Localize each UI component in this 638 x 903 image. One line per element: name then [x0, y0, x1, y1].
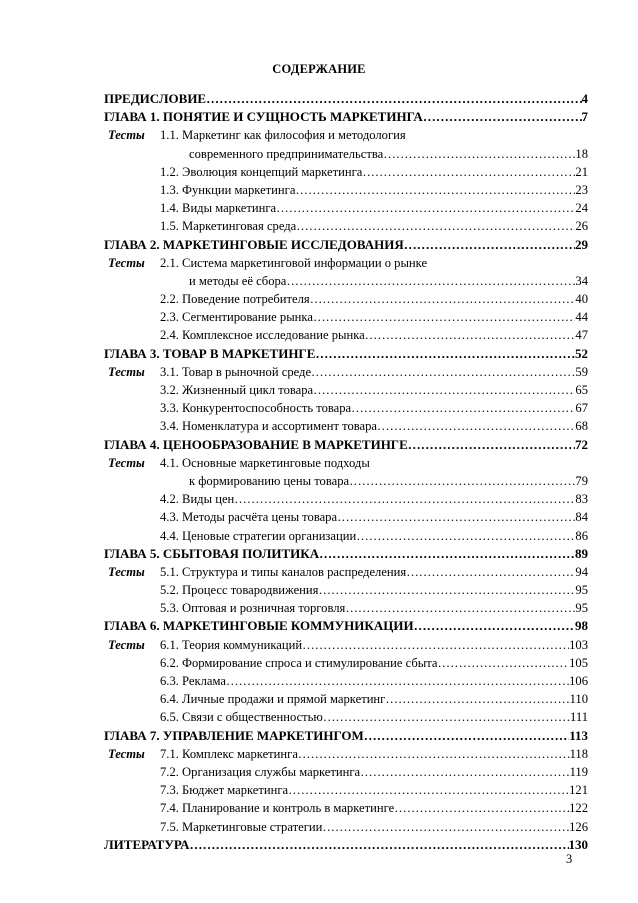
toc-page-number: 95	[575, 601, 588, 616]
toc-page-number: 122	[569, 801, 588, 816]
toc-entry-title: Жизненный цикл товара	[182, 383, 314, 397]
toc-page-number: 89	[575, 545, 588, 561]
toc-chapter-row	[104, 345, 588, 363]
toc-entry-line	[104, 836, 588, 854]
toc-entry-title: Комплексное исследование рынка	[182, 328, 365, 343]
toc-page-number: 110	[569, 692, 588, 707]
section-number: 1.1.	[160, 128, 179, 143]
toc-page-number: 67	[575, 401, 588, 416]
toc-item-row	[104, 636, 588, 654]
section-number: 5.3.	[160, 601, 179, 616]
dot-leader	[288, 781, 569, 799]
toc-entry-line	[104, 108, 588, 126]
toc-page-number: 95	[575, 583, 588, 598]
dot-leader	[383, 145, 575, 163]
toc-page-number: 29	[575, 236, 588, 252]
dot-leader	[406, 563, 575, 581]
section-number: 1.2.	[160, 164, 179, 179]
toc-item-row	[104, 308, 588, 326]
toc-entry-title: к формированию цены товара	[189, 473, 350, 488]
toc-entry-title: Товар в рыночной среде	[182, 364, 312, 379]
toc-item-row	[104, 527, 588, 545]
toc-page-number: 83	[575, 492, 588, 507]
dot-leader	[377, 417, 575, 435]
dot-leader	[385, 690, 569, 708]
toc-entry-title: ПРЕДИСЛОВИЕ	[104, 91, 207, 106]
dot-leader	[360, 763, 569, 781]
toc-entry-title: Реклама	[182, 674, 226, 688]
toc-item-row	[104, 181, 588, 199]
toc-entry-line	[104, 436, 588, 454]
toc-entry-title: Поведение потребителя	[182, 292, 310, 307]
toc-item-row	[104, 690, 588, 708]
toc-page-number: 79	[575, 473, 588, 488]
toc-page-number: 18	[575, 146, 588, 161]
toc-page-number: 4	[581, 91, 588, 106]
dot-leader	[315, 345, 575, 363]
toc-page-number: 130	[568, 836, 588, 852]
dot-leader	[394, 799, 569, 817]
dot-leader	[365, 326, 576, 344]
toc-page-number: 26	[575, 219, 588, 234]
toc-entry-line	[104, 345, 588, 363]
toc-entry-title: Виды цен	[182, 492, 235, 507]
section-number: 2.4.	[160, 328, 179, 343]
toc-page-number: 118	[569, 746, 588, 761]
dot-leader	[408, 436, 575, 454]
toc-page-number: 59	[575, 364, 588, 379]
toc-entry-title: Планирование и контроль в маркетинге	[182, 801, 395, 816]
toc-entry-title: Теория коммуникаций	[182, 637, 303, 652]
toc-entry-title: ГЛАВА 5. СБЫТОВАЯ ПОЛИТИКА	[104, 545, 320, 561]
toc-entry-line	[160, 308, 588, 326]
toc-page-number: 24	[575, 201, 588, 216]
toc-item-row	[104, 508, 588, 526]
toc-chapter-row	[104, 545, 588, 563]
toc-entry-line	[160, 781, 588, 799]
toc-entry-line	[160, 490, 588, 508]
toc-item-row	[104, 290, 588, 308]
tests-label: Тесты	[108, 128, 145, 143]
toc-entry-title: Функции маркетинга	[182, 182, 296, 197]
toc-entry-title: Ценовые стратегии организации	[182, 528, 357, 543]
toc-page-number: 86	[575, 528, 588, 543]
tests-label: Тесты	[108, 746, 145, 761]
section-number: 6.3.	[160, 674, 179, 688]
dot-leader	[414, 617, 575, 635]
toc-entry-line	[160, 527, 588, 545]
toc-page-number: 98	[575, 618, 588, 634]
dot-leader	[423, 108, 582, 126]
toc-page-number: 23	[575, 182, 588, 197]
page-title: СОДЕРЖАНИЕ	[272, 62, 366, 76]
toc-entry-title: ГЛАВА 4. ЦЕНООБРАЗОВАНИЕ В МАРКЕТИНГЕ	[104, 436, 408, 452]
section-number: 6.2.	[160, 655, 179, 670]
toc-item-row	[104, 745, 588, 763]
toc-chapter-row	[104, 108, 588, 126]
dot-leader	[206, 90, 581, 108]
section-number: 2.1.	[160, 255, 179, 270]
section-number: 3.1.	[160, 364, 179, 379]
toc-entry-line	[160, 763, 588, 781]
toc-page-number: 65	[575, 383, 588, 397]
toc-page-number: 121	[569, 783, 588, 798]
toc-entry-title: ГЛАВА 2. МАРКЕТИНГОВЫЕ ИССЛЕДОВАНИЯ	[104, 236, 404, 252]
toc-entry-line	[160, 508, 588, 526]
toc-entry-line	[104, 545, 588, 563]
dot-leader	[313, 308, 575, 326]
tests-label: Тесты	[108, 255, 145, 270]
section-number: 4.2.	[160, 492, 179, 507]
toc-page-number: 111	[570, 710, 588, 725]
dot-leader	[319, 545, 575, 563]
toc-entry-line	[160, 363, 588, 381]
section-number: 1.5.	[160, 219, 179, 234]
toc-item-row	[104, 599, 588, 617]
toc-entry-line	[189, 145, 588, 163]
toc-page-number: 126	[569, 819, 588, 834]
section-number: 4.1.	[160, 455, 179, 470]
toc-entry-title: Процесс товародвижения	[182, 583, 319, 598]
toc-page-number: 105	[569, 655, 588, 670]
toc-item-row	[104, 654, 588, 672]
toc-entry-title: Маркетинговые стратегии	[182, 819, 323, 834]
toc-entry-line	[160, 399, 588, 417]
toc-entry-line	[160, 654, 588, 672]
toc-entry-title: ГЛАВА 3. ТОВАР В МАРКЕТИНГЕ	[104, 345, 316, 361]
dot-leader	[404, 236, 575, 254]
toc-item-row	[104, 581, 588, 599]
dot-leader	[318, 581, 575, 599]
dot-leader	[298, 745, 570, 763]
toc-page-number: 106	[569, 674, 588, 688]
section-number: 3.2.	[160, 383, 179, 397]
toc-entry-line	[160, 745, 588, 763]
toc-item-row	[104, 145, 588, 163]
toc-entry-title: Личные продажи и прямой маркетинг	[182, 692, 386, 707]
section-number: 3.3.	[160, 401, 179, 416]
toc-entry-line	[160, 454, 588, 472]
tests-label: Тесты	[108, 364, 145, 379]
dot-leader	[226, 672, 569, 690]
toc-entry-title: Маркетинг как философия и методология	[182, 128, 406, 143]
toc-entry-line	[104, 90, 588, 108]
toc-item-row	[104, 163, 588, 181]
section-number: 6.4.	[160, 692, 179, 707]
toc-entry-title: Связи с общественностью	[182, 710, 323, 725]
toc-entry-line	[160, 563, 588, 581]
toc-entry-title: Сегментирование рынка	[182, 310, 313, 325]
toc-entry-line	[160, 636, 588, 654]
dot-leader	[313, 381, 575, 399]
toc-entry-title: Маркетинговая среда	[182, 219, 297, 234]
toc-item-row	[104, 217, 588, 235]
dot-leader	[438, 654, 570, 672]
toc-entry-line	[160, 126, 588, 144]
section-number: 7.2.	[160, 764, 179, 779]
tests-label: Тесты	[108, 637, 145, 652]
toc-chapter-row	[104, 90, 588, 108]
toc-item-row	[104, 199, 588, 217]
dot-leader	[337, 508, 575, 526]
toc-entry-line	[189, 272, 588, 290]
toc-entry-title: Методы расчёта цены товара	[182, 510, 338, 525]
toc-entry-title: Структура и типы каналов распределения	[182, 564, 407, 579]
toc-item-row	[104, 417, 588, 435]
toc-page-number: 47	[575, 328, 588, 343]
toc-item-row	[104, 454, 588, 472]
toc-entry-line	[104, 617, 588, 635]
toc-entry-title: Бюджет маркетинга	[182, 783, 289, 798]
dot-leader	[190, 836, 569, 854]
dot-leader	[295, 181, 575, 199]
section-number: 2.2.	[160, 292, 179, 307]
toc-entry-title: Формирование спроса и стимулирование сбыта	[182, 655, 438, 670]
section-number: 7.4.	[160, 801, 179, 816]
dot-leader	[356, 527, 575, 545]
section-number: 2.3.	[160, 310, 179, 325]
toc-entry-title: ГЛАВА 7. УПРАВЛЕНИЕ МАРКЕТИНГОМ	[104, 727, 364, 743]
section-number: 1.4.	[160, 201, 179, 216]
tests-label: Тесты	[108, 455, 145, 470]
toc-entry-line	[160, 199, 588, 217]
dot-leader	[322, 818, 569, 836]
toc-chapter-row	[104, 617, 588, 635]
toc-chapter-row	[104, 727, 588, 745]
dot-leader	[296, 217, 575, 235]
toc-entry-line	[160, 417, 588, 435]
toc-entry-line	[160, 326, 588, 344]
dot-leader	[323, 708, 570, 726]
toc-item-row	[104, 708, 588, 726]
toc-entry-title: ГЛАВА 1. ПОНЯТИЕ И СУЩНОСТЬ МАРКЕТИНГА	[104, 109, 423, 125]
dot-leader	[364, 727, 569, 745]
toc-entry-line	[160, 708, 588, 726]
toc-item-row	[104, 399, 588, 417]
table-of-contents	[104, 90, 588, 854]
toc-entry-line	[160, 254, 588, 272]
toc-entry-title: и методы её сбора	[189, 273, 287, 288]
toc-item-row	[104, 672, 588, 690]
section-number: 7.5.	[160, 819, 179, 834]
section-number: 6.5.	[160, 710, 179, 725]
toc-entry-line	[189, 472, 588, 490]
toc-entry-title: Конкурентоспособность товара	[182, 401, 352, 416]
toc-entry-title: Система маркетинговой информации о рынке	[182, 255, 428, 270]
toc-entry-title: Комплекс маркетинга	[182, 746, 298, 761]
toc-item-row	[104, 381, 588, 399]
toc-page-number: 44	[575, 310, 588, 325]
toc-entry-line	[104, 727, 588, 745]
toc-entry-line	[160, 672, 588, 690]
toc-entry-line	[160, 599, 588, 617]
toc-item-row	[104, 254, 588, 272]
toc-page-number: 68	[575, 419, 588, 434]
toc-item-row	[104, 363, 588, 381]
toc-entry-title: ГЛАВА 6. МАРКЕТИНГОВЫЕ КОММУНИКАЦИИ	[104, 618, 414, 634]
toc-entry-title: Виды маркетинга	[182, 201, 277, 216]
toc-entry-title: Основные маркетинговые подходы	[182, 455, 370, 470]
dot-leader	[302, 636, 569, 654]
toc-chapter-row	[104, 236, 588, 254]
section-number: 5.2.	[160, 583, 179, 598]
section-number: 7.1.	[160, 746, 179, 761]
section-number: 7.3.	[160, 783, 179, 798]
toc-item-row	[104, 272, 588, 290]
toc-page-number: 84	[575, 510, 588, 525]
toc-entry-line	[160, 799, 588, 817]
section-number: 3.4.	[160, 419, 179, 434]
toc-item-row	[104, 472, 588, 490]
section-number: 4.4.	[160, 528, 179, 543]
toc-page-number: 40	[575, 292, 588, 307]
toc-chapter-row	[104, 836, 588, 854]
toc-entry-title: Организация службы маркетинга	[182, 764, 361, 779]
toc-page-number: 94	[575, 564, 588, 579]
toc-entry-line	[160, 818, 588, 836]
toc-page-number: 103	[569, 637, 588, 652]
dot-leader	[349, 472, 575, 490]
toc-item-row	[104, 563, 588, 581]
toc-entry-line	[160, 690, 588, 708]
toc-entry-title: ЛИТЕРАТУРА	[104, 836, 190, 852]
toc-entry-title: Эволюция концепций маркетинга	[182, 164, 363, 179]
section-number: 1.3.	[160, 182, 179, 197]
toc-page-number: 119	[569, 764, 588, 779]
toc-page-number: 72	[575, 436, 588, 452]
toc-item-row	[104, 763, 588, 781]
toc-page-number: 7	[581, 109, 588, 125]
toc-entry-line	[160, 290, 588, 308]
section-number: 6.1.	[160, 637, 179, 652]
toc-item-row	[104, 781, 588, 799]
dot-leader	[311, 363, 575, 381]
toc-entry-line	[160, 181, 588, 199]
dot-leader	[362, 163, 575, 181]
dot-leader	[345, 599, 575, 617]
toc-item-row	[104, 326, 588, 344]
section-number: 5.1.	[160, 564, 179, 579]
page-number: 3	[566, 852, 573, 866]
section-number: 4.3.	[160, 510, 179, 525]
toc-page-number: 113	[569, 727, 588, 743]
toc-entry-line	[160, 217, 588, 235]
dot-leader	[276, 199, 575, 217]
toc-entry-title: современного предпринимательства	[189, 146, 384, 161]
toc-entry-line	[160, 581, 588, 599]
toc-entry-title: Номенклатура и ассортимент товара	[182, 419, 378, 434]
dot-leader	[234, 490, 575, 508]
toc-item-row	[104, 126, 588, 144]
tests-label: Тесты	[108, 564, 145, 579]
toc-entry-line	[160, 381, 588, 399]
toc-item-row	[104, 818, 588, 836]
toc-page-number: 21	[575, 164, 588, 179]
dot-leader	[351, 399, 575, 417]
toc-entry-line	[160, 163, 588, 181]
toc-item-row	[104, 490, 588, 508]
toc-item-row	[104, 799, 588, 817]
dot-leader	[286, 272, 575, 290]
toc-page-number: 34	[575, 273, 588, 288]
toc-entry-line	[104, 236, 588, 254]
toc-entry-title: Оптовая и розничная торговля	[182, 601, 346, 616]
toc-chapter-row	[104, 436, 588, 454]
toc-page-number: 52	[575, 345, 588, 361]
dot-leader	[310, 290, 576, 308]
